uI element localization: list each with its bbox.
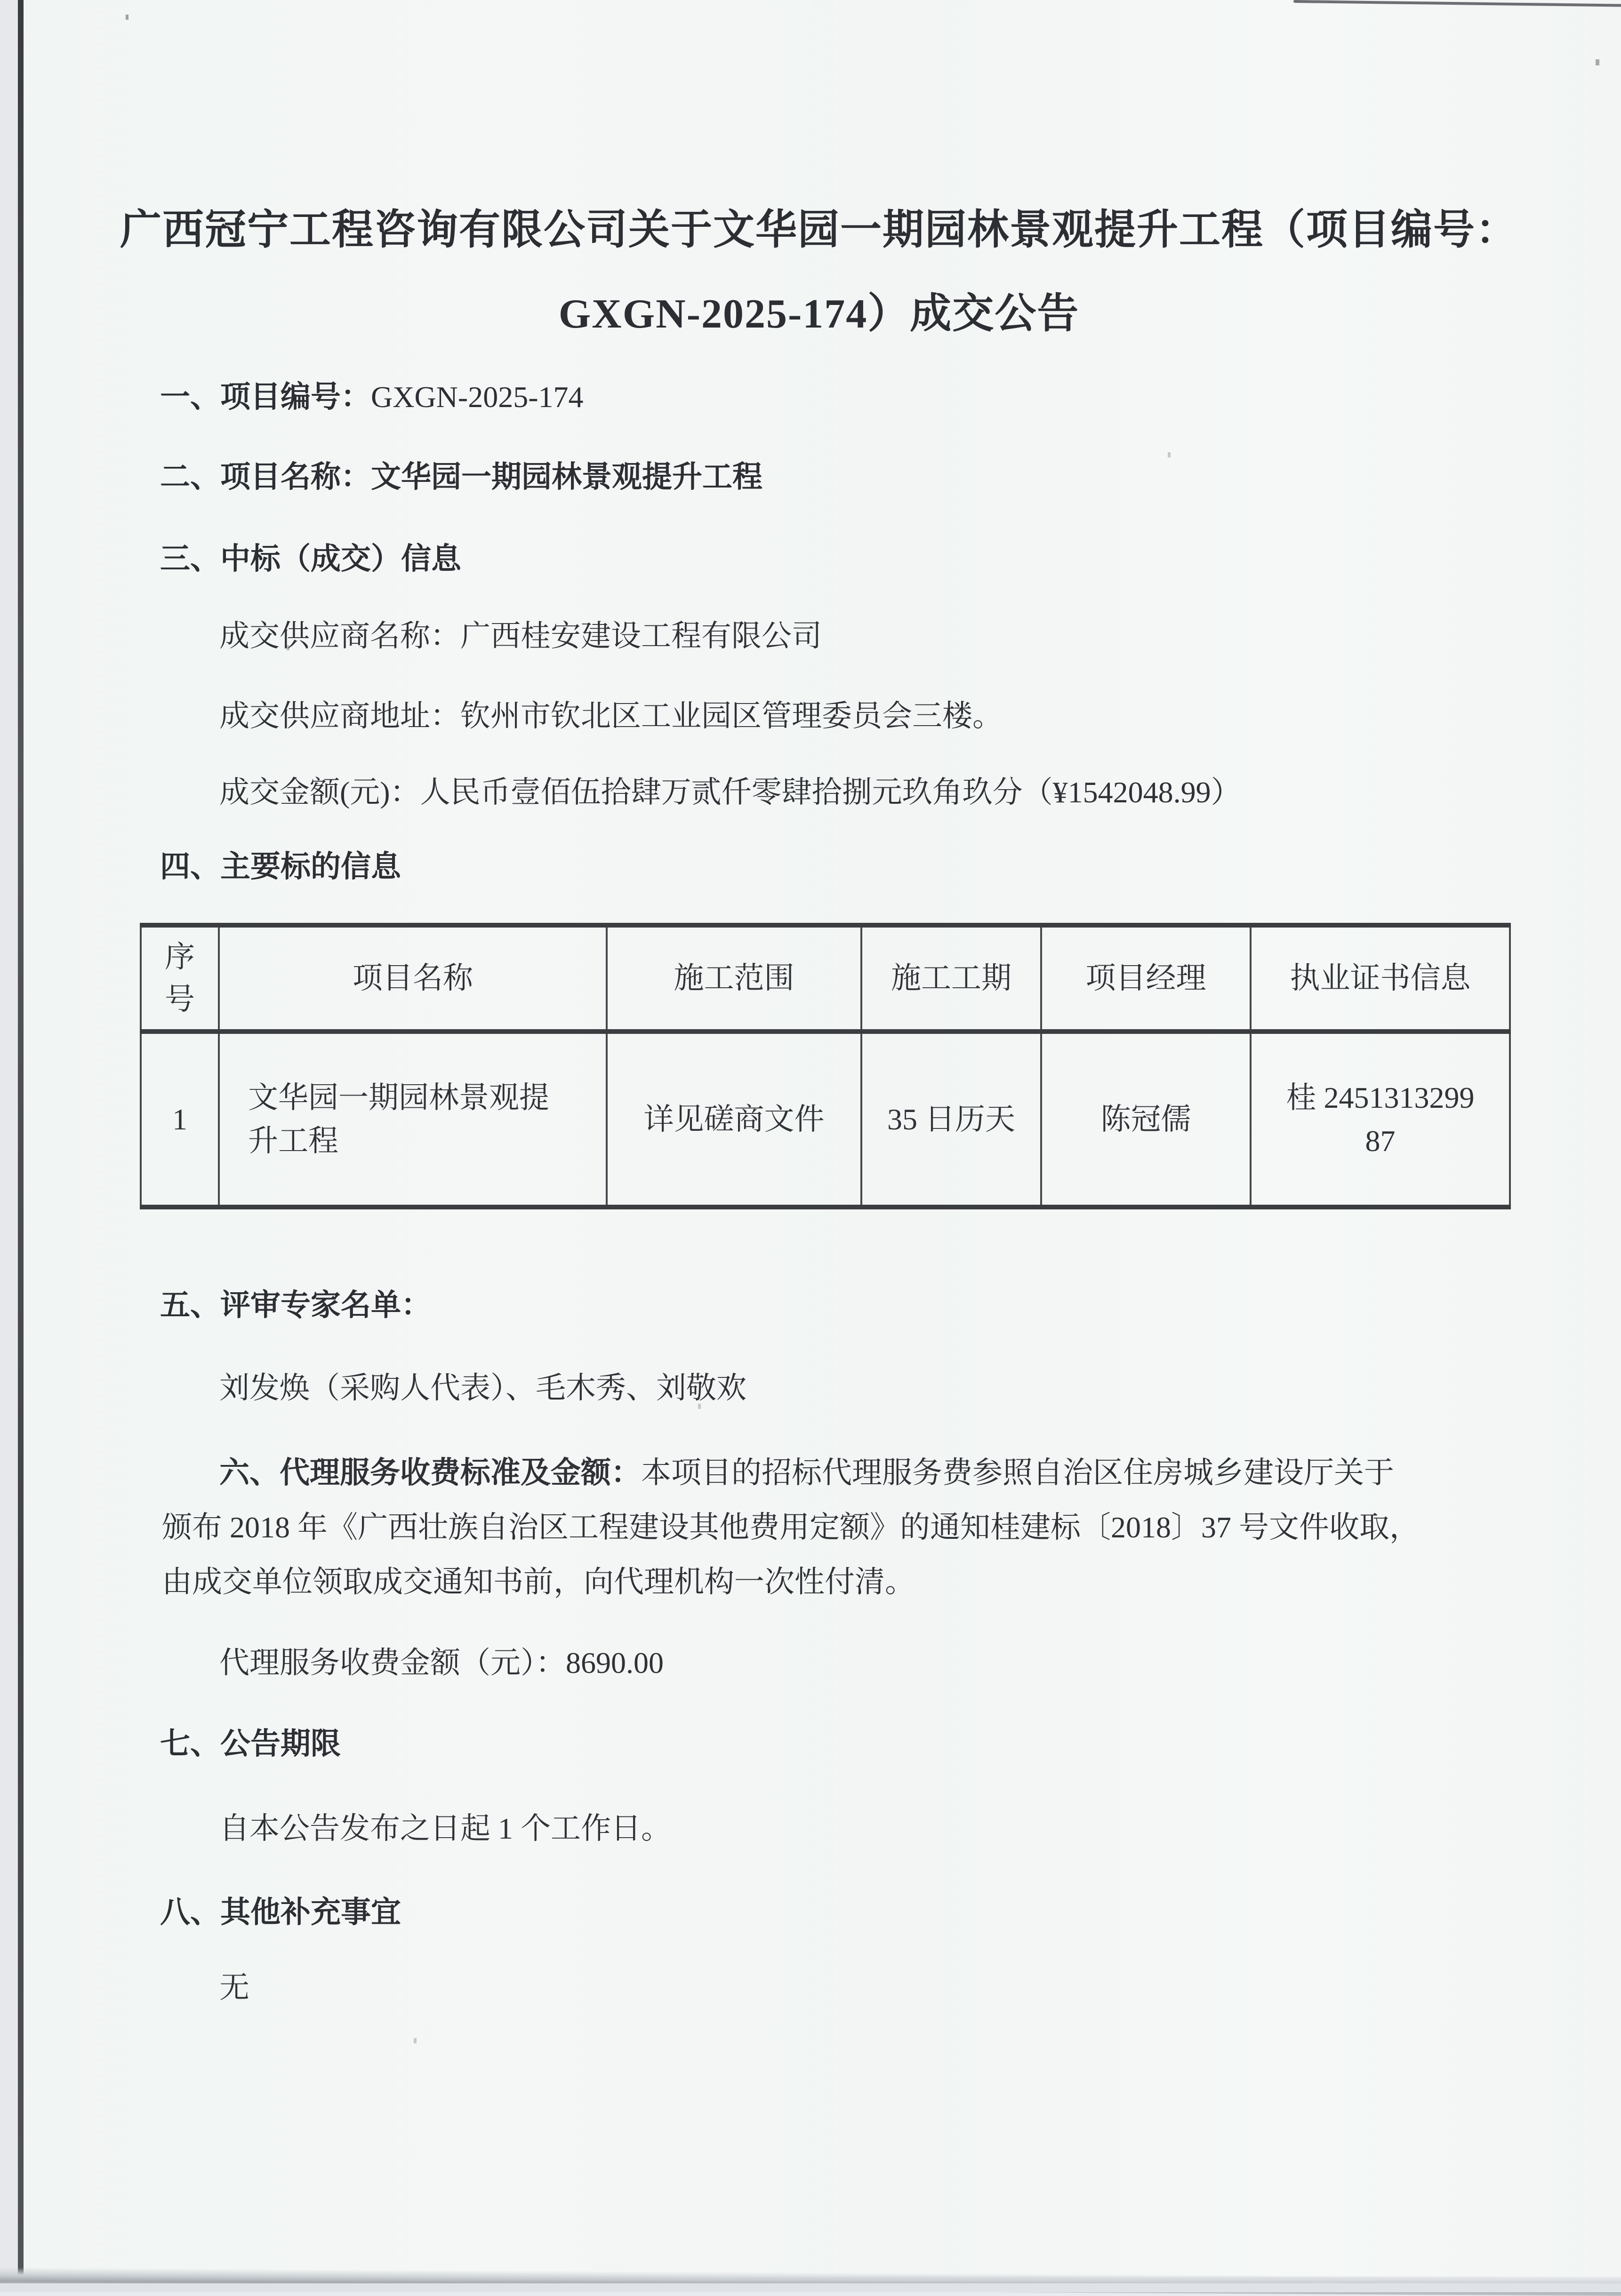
section-2-label: 二、项目名称： bbox=[160, 460, 371, 494]
scanner-bottom-band bbox=[0, 2283, 1621, 2292]
section-7-notice-period-heading: 七、公告期限 bbox=[160, 1727, 341, 1760]
table-header-row bbox=[141, 925, 1510, 1032]
supplier-address-value: 钦州市钦北区工业园区管理委员会三楼。 bbox=[460, 699, 1003, 733]
agency-fee-value: 8690.00 bbox=[566, 1646, 664, 1680]
supplier-address-label: 成交供应商地址： bbox=[219, 699, 460, 733]
section-8-other-matters-heading: 八、其他补充事宜 bbox=[160, 1896, 401, 1929]
notice-period-body: 自本公告发布之日起 1 个工作日。 bbox=[219, 1812, 671, 1845]
table-header-project-name: 项目名称 bbox=[219, 925, 607, 1032]
table-row bbox=[141, 1032, 1510, 1207]
section-6-line-3: 由成交单位领取成交通知书前，向代理机构一次性付清。 bbox=[162, 1565, 915, 1599]
section-3-award-info-heading: 三、中标（成交）信息 bbox=[160, 542, 461, 576]
section-6-line-2: 颁布 2018 年《广西壮族自治区工程建设其他费用定额》的通知桂建标〔2018〕37 号文件收取， bbox=[162, 1511, 1420, 1544]
other-matters-body: 无 bbox=[219, 1971, 249, 2004]
cell-construction-duration: 35 日历天 bbox=[861, 1032, 1041, 1207]
agency-fee-line bbox=[219, 1645, 664, 1681]
document-title-line-2: GXGN-2025-174）成交公告 bbox=[558, 291, 1080, 337]
table-header-serial-number: 序号 bbox=[141, 925, 219, 1032]
section-2-project-name bbox=[160, 459, 762, 495]
award-amount-value: 人民币壹佰伍拾肆万贰仟零肆拾捌元玖角玖分（¥1542048.99） bbox=[420, 776, 1241, 809]
section-1-label: 一、项目编号： bbox=[160, 380, 371, 414]
document-title-line-1: 广西冠宁工程咨询有限公司关于文华园一期园林景观提升工程（项目编号： bbox=[120, 208, 1518, 253]
cell-project-name: 文华园一期园林景观提升工程 bbox=[219, 1032, 607, 1207]
project-name-value: 文华园一期园林景观提升工程 bbox=[371, 460, 762, 494]
supplier-name-label: 成交供应商名称： bbox=[219, 619, 460, 653]
project-number-value: GXGN-2025-174 bbox=[371, 380, 584, 414]
agency-fee-label: 代理服务收费金额（元）： bbox=[219, 1646, 566, 1680]
cell-certificate-info: 桂 245131329987 bbox=[1251, 1032, 1510, 1207]
scanner-edge-band bbox=[0, 0, 18, 2292]
cell-construction-scope: 详见磋商文件 bbox=[607, 1032, 861, 1207]
supplier-address-line bbox=[219, 698, 1003, 734]
cell-serial-number: 1 bbox=[141, 1032, 219, 1207]
section-1-project-number bbox=[160, 379, 584, 415]
section-6-label: 六、代理服务收费标准及金额： bbox=[219, 1456, 641, 1489]
award-amount-label: 成交金额(元)： bbox=[219, 776, 420, 809]
table-header-construction-scope: 施工范围 bbox=[607, 925, 861, 1032]
paper-edge-line bbox=[18, 0, 24, 2278]
table-header-project-manager: 项目经理 bbox=[1041, 925, 1251, 1032]
experts-list: 刘发焕（采购人代表）、毛木秀、刘敬欢 bbox=[219, 1371, 746, 1405]
main-bid-table bbox=[140, 923, 1511, 1209]
award-amount-line bbox=[219, 775, 1241, 810]
cell-project-manager: 陈冠儒 bbox=[1041, 1032, 1251, 1207]
section-6-line-1-text: 本项目的招标代理服务费参照自治区住房城乡建设厅关于 bbox=[641, 1456, 1394, 1489]
table-header-construction-duration: 施工工期 bbox=[861, 925, 1041, 1032]
section-5-experts-heading: 五、评审专家名单： bbox=[160, 1288, 431, 1322]
supplier-name-line bbox=[219, 618, 822, 654]
supplier-name-value: 广西桂安建设工程有限公司 bbox=[460, 619, 822, 653]
section-4-main-subject-heading: 四、主要标的信息 bbox=[160, 850, 401, 883]
scan-speckles bbox=[0, 0, 2, 4]
section-6-line-1 bbox=[219, 1455, 1394, 1491]
table-header-certificate-info: 执业证书信息 bbox=[1251, 925, 1510, 1032]
